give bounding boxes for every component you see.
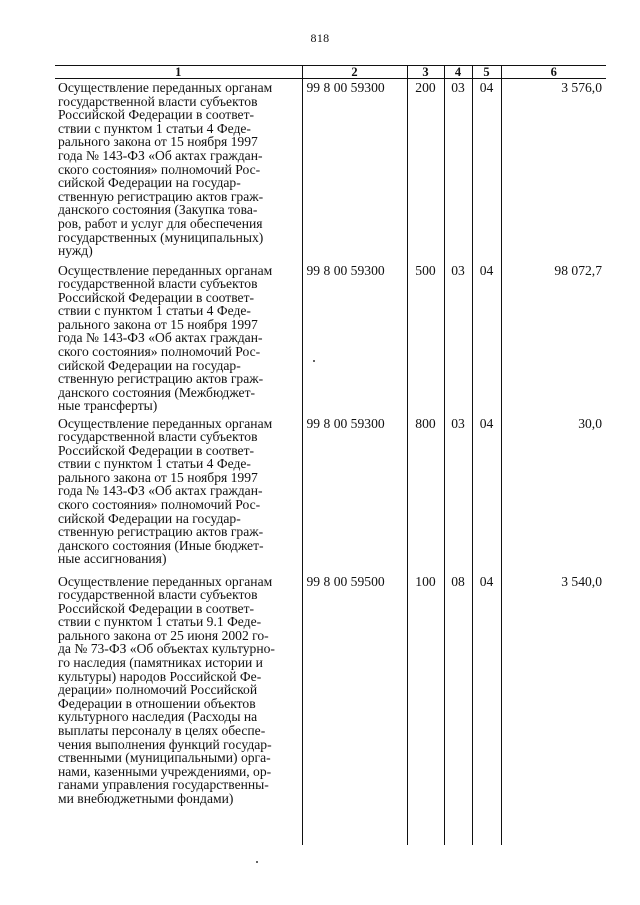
row-section: 03	[444, 262, 472, 415]
description-line: ствии с пунктом 1 статьи 4 Феде-	[58, 303, 251, 319]
col-header-code: 2	[302, 66, 407, 79]
col-header-section: 4	[444, 66, 472, 79]
description-line: данского состояния (Закупка това-	[58, 202, 258, 218]
description-line: государственных (муниципальных)	[58, 229, 264, 245]
page-number: 818	[310, 31, 330, 45]
budget-table	[55, 65, 606, 845]
description-line: Российской Федерации в соответ-	[58, 289, 255, 305]
description-line: чения выполнения функций государ-	[58, 736, 272, 752]
description-line: рального закона от 25 июня 2002 го-	[58, 627, 269, 643]
description-line: ров, работ и услуг для обеспечения	[58, 215, 263, 231]
description-line: данского состояния (Межбюджет-	[58, 384, 256, 400]
row-description	[55, 262, 302, 415]
table-row	[55, 262, 606, 415]
row-subsection: 04	[472, 415, 501, 573]
description-line: го наследия (памятниках истории и	[58, 655, 263, 671]
description-line: рального закона от 15 ноября 1997	[58, 469, 258, 485]
row-amount: 30,0	[501, 415, 606, 573]
description-line: культурного наследия (Расходы на	[58, 709, 258, 725]
row-expense-type: 800	[407, 415, 444, 573]
description-line: ского состояния» полномочий Рос-	[58, 344, 261, 360]
row-section: 03	[444, 79, 472, 262]
description-line: культуры) народов Российской Фе-	[58, 668, 262, 684]
description-line: дерации» полномочий Российской	[58, 682, 258, 698]
description-line: ствии с пунктом 1 статьи 9.1 Феде-	[58, 614, 262, 630]
description-line: ные ассигнования)	[58, 551, 167, 567]
description-line: нами, казенными учреждениями, ор-	[58, 763, 272, 779]
description-line: ми внебюджетными фондами)	[58, 791, 234, 806]
col-header-subsection: 5	[472, 66, 501, 79]
description-line: ствии с пунктом 1 статьи 4 Феде-	[58, 120, 251, 136]
description-line: года № 143-ФЗ «Об актах граждан-	[58, 330, 263, 346]
description-line: сийской Федерации на государ-	[58, 175, 241, 191]
description-line: ганами управления государственны-	[58, 777, 269, 793]
row-section: 03	[444, 415, 472, 573]
description-line: ные трансферты)	[58, 398, 158, 414]
description-line: выплаты персоналу в целях обеспе-	[58, 723, 266, 739]
row-expense-type: 100	[407, 573, 444, 845]
description-line: ского состояния» полномочий Рос-	[58, 161, 261, 177]
table-row	[55, 79, 606, 262]
row-amount: 3 576,0	[501, 79, 606, 262]
description-line: нужд)	[58, 243, 93, 259]
col-header-expense-type: 3	[407, 66, 444, 79]
description-line: Российской Федерации в соответ-	[58, 442, 255, 458]
row-code: 99 8 00 59300	[302, 415, 407, 573]
row-description	[55, 79, 302, 262]
scan-speck	[256, 861, 258, 863]
row-subsection: 04	[472, 573, 501, 845]
description-line: сийской Федерации на государ-	[58, 510, 241, 526]
row-code: 99 8 00 59500	[302, 573, 407, 845]
row-code: 99 8 00 59300	[302, 262, 407, 415]
header-row	[55, 66, 606, 79]
col-header-amount: 6	[501, 66, 606, 79]
row-description	[55, 573, 302, 845]
description-line: Осуществление переданных органам	[58, 415, 273, 431]
description-line: ственную регистрацию актов граж-	[58, 371, 264, 387]
table-row	[55, 415, 606, 573]
description-line: ственную регистрацию актов граж-	[58, 188, 264, 204]
description-line: рального закона от 15 ноября 1997	[58, 134, 258, 150]
description-line: ственными (муниципальными) орга-	[58, 750, 271, 766]
description-line: сийской Федерации на государ-	[58, 357, 241, 373]
row-amount: 3 540,0	[501, 573, 606, 845]
description-line: государственной власти субъектов	[58, 93, 258, 109]
row-expense-type: 500	[407, 262, 444, 415]
description-line: государственной власти субъектов	[58, 587, 258, 603]
description-line: рального закона от 15 ноября 1997	[58, 316, 258, 332]
col-header-description: 1	[55, 66, 302, 79]
description-line: Федерации в отношении объектов	[58, 695, 256, 711]
description-line: года № 143-ФЗ «Об актах граждан-	[58, 147, 263, 163]
row-code: 99 8 00 59300	[302, 79, 407, 262]
row-subsection: 04	[472, 262, 501, 415]
description-line: Осуществление переданных органам	[58, 262, 273, 278]
description-line: данского состояния (Иные бюджет-	[58, 537, 264, 553]
row-amount: 98 072,7	[501, 262, 606, 415]
row-section: 08	[444, 573, 472, 845]
table-row	[55, 573, 606, 845]
description-line: ского состояния» полномочий Рос-	[58, 497, 261, 513]
description-line: да № 73-ФЗ «Об объектах культурно-	[58, 641, 275, 657]
row-expense-type: 200	[407, 79, 444, 262]
description-line: Осуществление переданных органам	[58, 80, 273, 95]
description-line: Осуществление переданных органам	[58, 573, 273, 589]
scan-speck	[313, 360, 315, 362]
row-description	[55, 415, 302, 573]
description-line: года № 143-ФЗ «Об актах граждан-	[58, 483, 263, 499]
description-line: ственную регистрацию актов граж-	[58, 524, 264, 540]
row-subsection: 04	[472, 79, 501, 262]
description-line: государственной власти субъектов	[58, 276, 258, 292]
description-line: ствии с пунктом 1 статьи 4 Феде-	[58, 456, 251, 472]
description-line: Российской Федерации в соответ-	[58, 107, 255, 123]
description-line: государственной власти субъектов	[58, 429, 258, 445]
description-line: Российской Федерации в соответ-	[58, 600, 255, 616]
